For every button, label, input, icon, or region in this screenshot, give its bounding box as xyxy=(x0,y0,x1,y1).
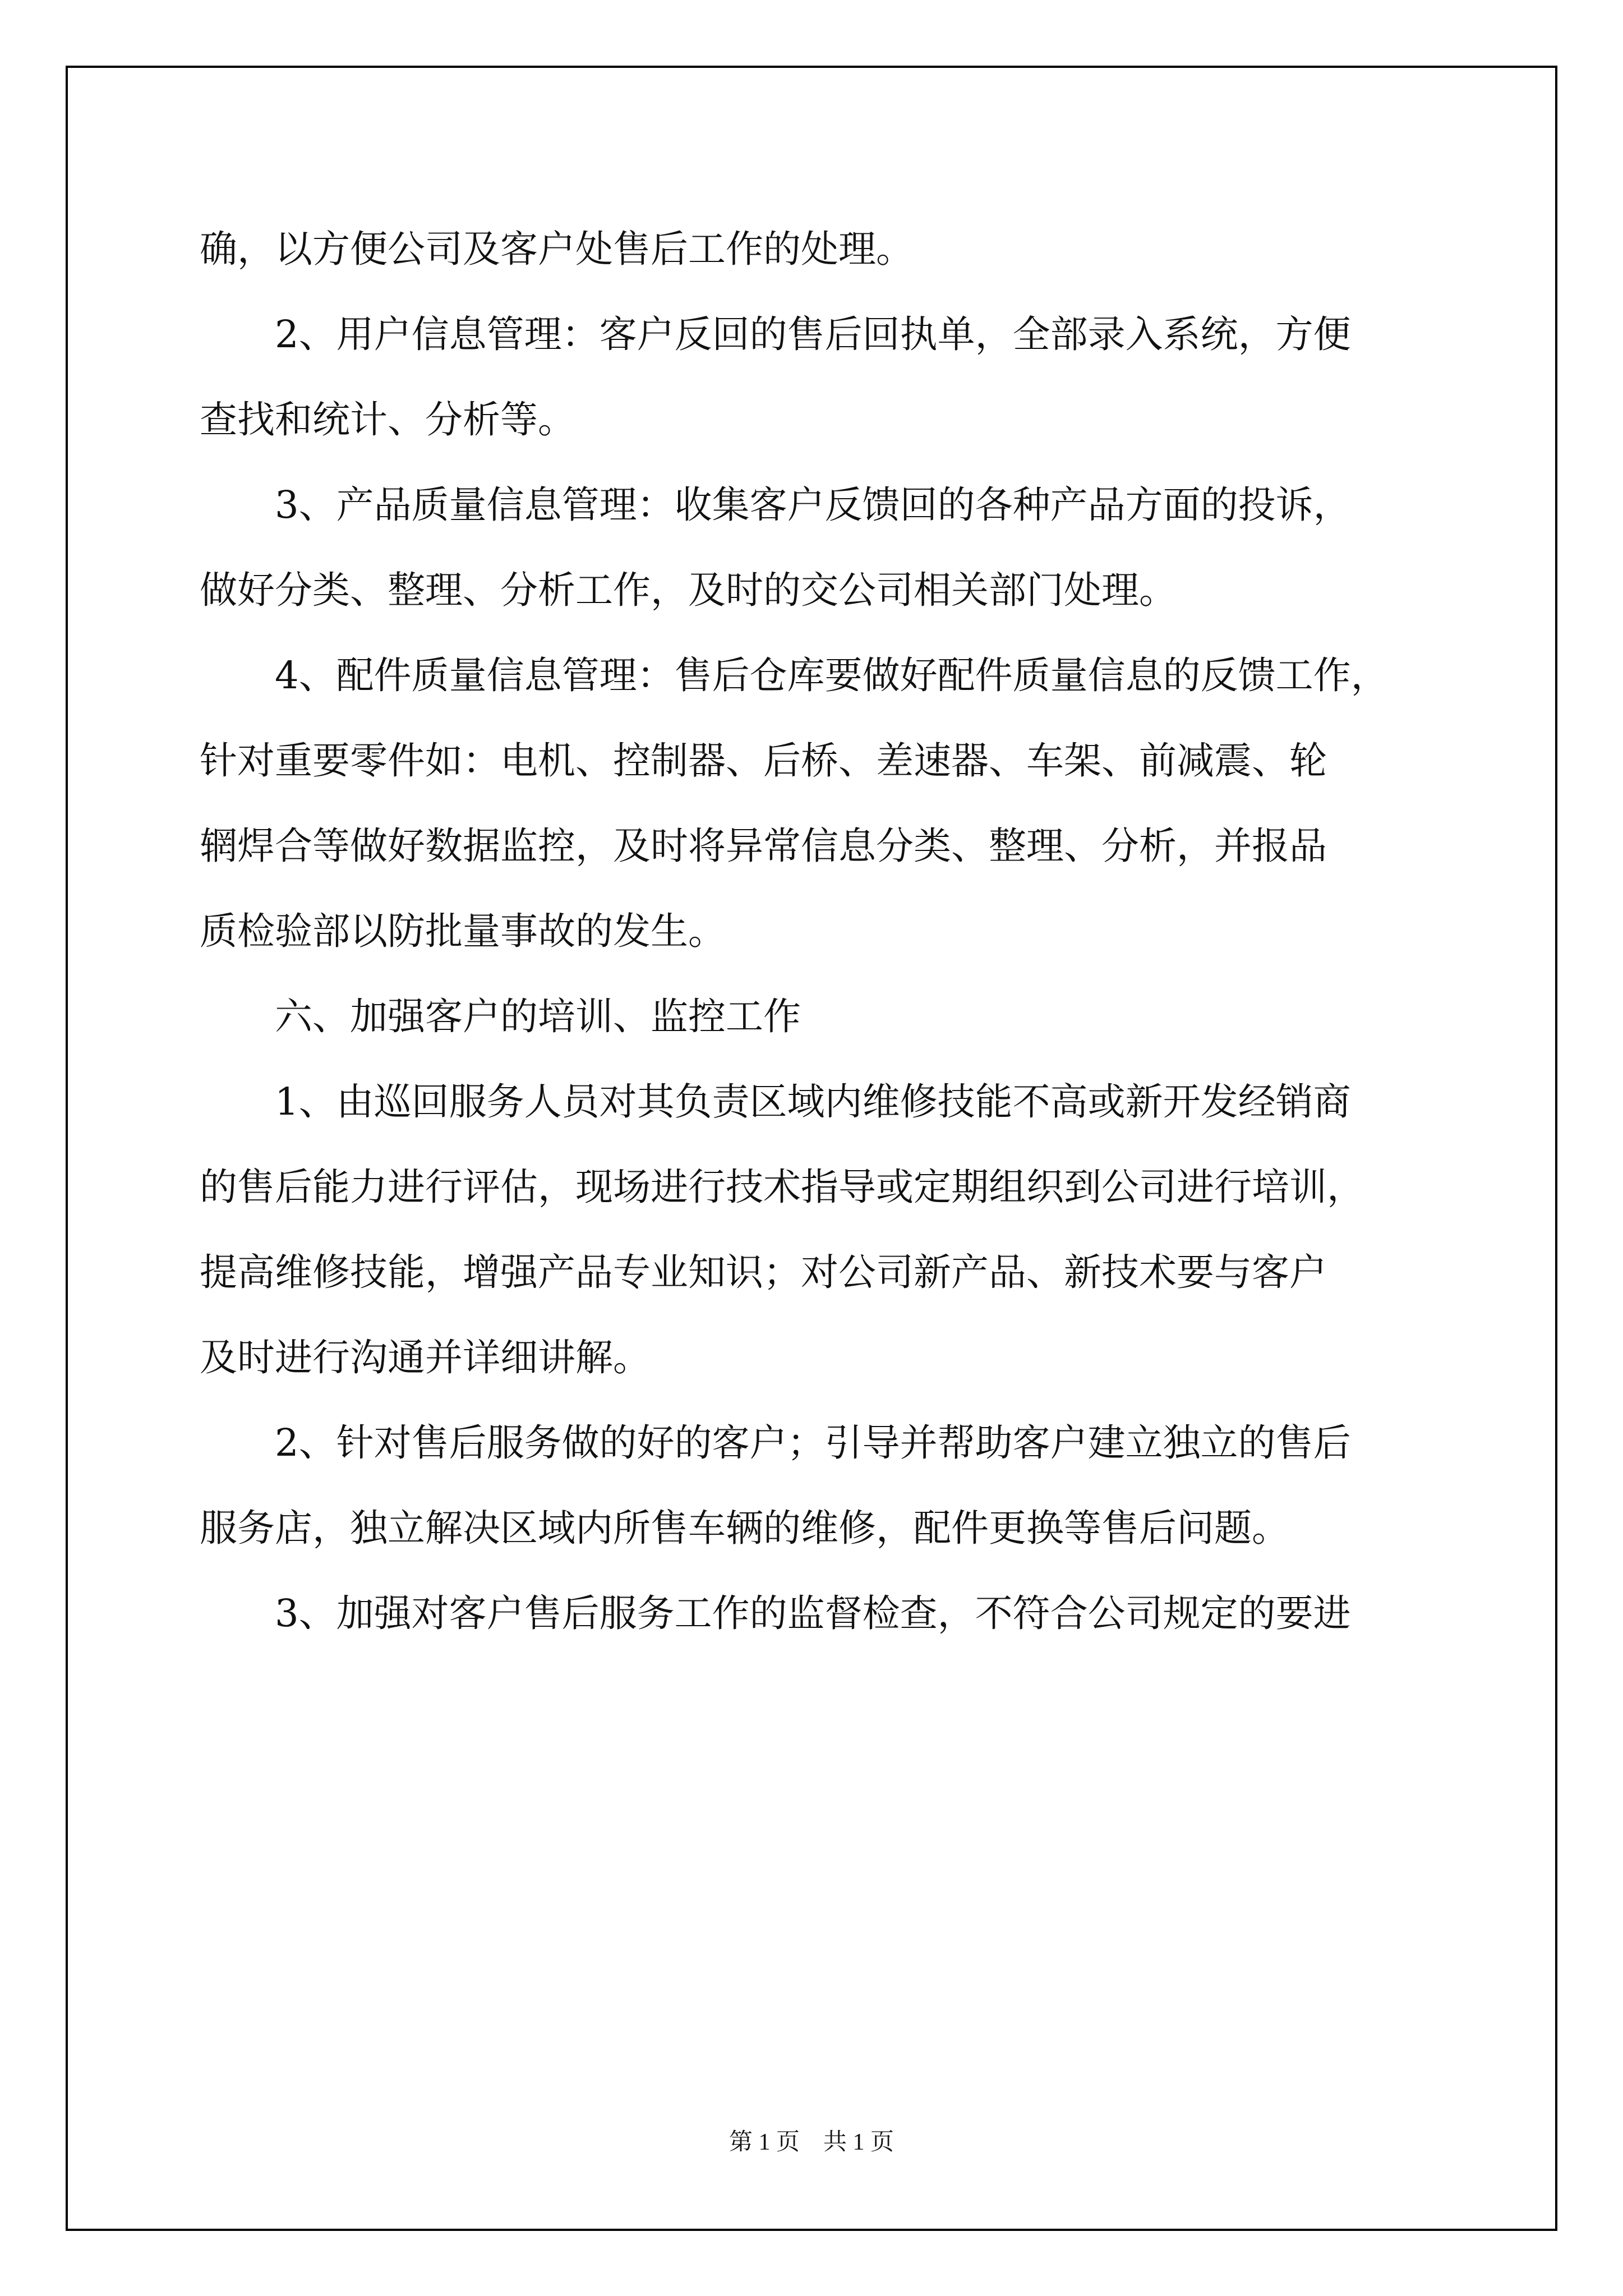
text-line-2: 2、用户信息管理：客户反回的售后回执单，全部录入系统，方便 xyxy=(275,312,1351,356)
text-line-15: 2、针对售后服务做的好的客户；引导并帮助客户建立独立的售后 xyxy=(275,1421,1351,1465)
section-heading: 六、加强客户的培训、监控工作 xyxy=(275,995,801,1038)
text-line-9: 质检验部以防批量事故的发生。 xyxy=(200,909,726,953)
text-line-5: 做好分类、整理、分析工作，及时的交公司相关部门处理。 xyxy=(200,568,1177,612)
text-line-14: 及时进行沟通并详细讲解。 xyxy=(200,1336,651,1379)
text-line-4: 3、产品质量信息管理：收集客户反馈回的各种产品方面的投诉， xyxy=(275,483,1351,527)
text-line-3: 查找和统计、分析等。 xyxy=(200,398,575,441)
page-footer: 第 1 页 共 1 页 xyxy=(728,2129,894,2155)
text-line-11: 1、由巡回服务人员对其负责区域内维修技能不高或新开发经销商 xyxy=(275,1080,1351,1124)
text-line-1: 确，以方便公司及客户处售后工作的处理。 xyxy=(200,227,914,271)
text-line-8: 辋焊合等做好数据监控，及时将异常信息分类、整理、分析，并报品 xyxy=(200,824,1327,868)
document-body xyxy=(200,206,1439,1656)
text-line-12: 的售后能力进行评估，现场进行技术指导或定期组织到公司进行培训， xyxy=(200,1165,1364,1209)
text-line-17: 3、加强对客户售后服务工作的监督检查，不符合公司规定的要进 xyxy=(275,1591,1351,1635)
text-line-16: 服务店，独立解决区域内所售车辆的维修，配件更换等售后问题。 xyxy=(200,1506,1289,1550)
text-line-13: 提高维修技能，增强产品专业知识；对公司新产品、新技术要与客户 xyxy=(200,1250,1327,1294)
text-line-6: 4、配件质量信息管理：售后仓库要做好配件质量信息的反馈工作， xyxy=(275,654,1389,697)
text-line-7: 针对重要零件如：电机、控制器、后桥、差速器、车架、前减震、轮 xyxy=(200,739,1327,783)
